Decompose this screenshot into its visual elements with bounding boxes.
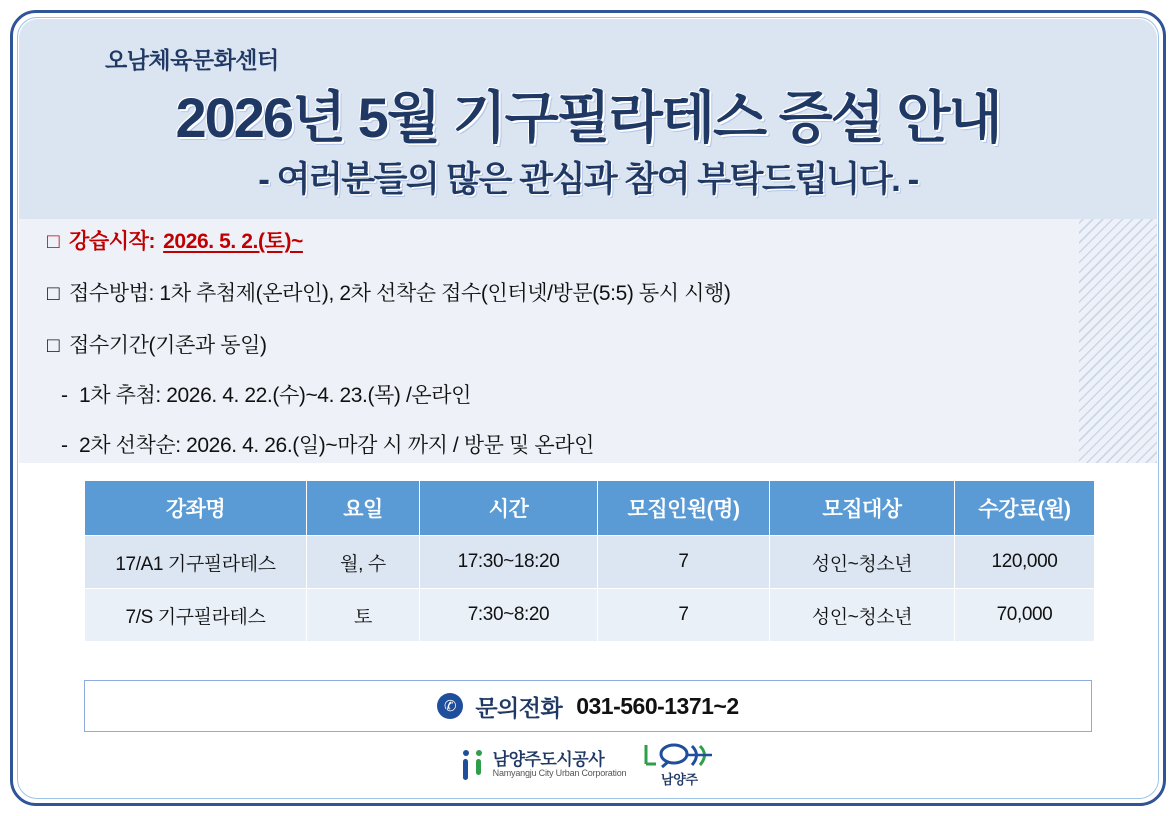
namyangju-city-logo bbox=[642, 742, 716, 788]
table-header-cell: 시간 bbox=[420, 481, 598, 536]
dash-icon: - bbox=[61, 384, 68, 407]
info-list bbox=[47, 225, 1087, 459]
page-subtitle: - 여러분들의 많은 관심과 참여 부탁드립니다. - bbox=[258, 160, 918, 199]
info-start-date-value: 2026. 5. 2.(토)~ bbox=[163, 230, 303, 253]
info-line-method bbox=[47, 277, 1087, 307]
table-header-cell: 강좌명 bbox=[85, 481, 307, 536]
city-logo-name: 남양주 bbox=[660, 772, 698, 787]
info-line-period bbox=[47, 329, 1087, 359]
table-header-cell: 수강료(원) bbox=[955, 481, 1095, 536]
table-cell: 7:30~8:20 bbox=[420, 589, 598, 642]
contact-label: 문의전화 bbox=[475, 694, 563, 721]
center-name: 오남체육문화센터 bbox=[105, 47, 279, 73]
info-period-text: 접수기간(기존과 동일) bbox=[69, 334, 267, 357]
table-cell: 7 bbox=[598, 536, 770, 589]
info-start-date-label: 강습시작: bbox=[69, 230, 156, 253]
checkbox-icon: □ bbox=[47, 230, 60, 253]
table-cell: 70,000 bbox=[955, 589, 1095, 642]
table-cell: 17:30~18:20 bbox=[420, 536, 598, 589]
phone-icon: ✆ bbox=[437, 693, 463, 719]
table-cell: 토 bbox=[307, 589, 420, 642]
table-header-row bbox=[85, 481, 1095, 536]
table-header-cell: 모집인원(명) bbox=[598, 481, 770, 536]
info-firstcome-text: 2차 선착순: 2026. 4. 26.(일)~마감 시 까지 / 방문 및 온라인 bbox=[79, 434, 594, 457]
table-cell: 성인~청소년 bbox=[770, 536, 955, 589]
table-cell: 월, 수 bbox=[307, 536, 420, 589]
corp-logo-name-ko: 남양주도시공사 bbox=[492, 750, 605, 770]
info-line-start-date bbox=[47, 225, 1087, 255]
page-title: 2026년 5월 기구필라테스 증설 안내 bbox=[175, 86, 1001, 149]
table-cell: 17/A1 기구필라테스 bbox=[85, 536, 307, 589]
table-cell: 성인~청소년 bbox=[770, 589, 955, 642]
info-line-lottery bbox=[47, 379, 1087, 409]
table-header-cell: 모집대상 bbox=[770, 481, 955, 536]
info-line-firstcome bbox=[47, 429, 1087, 459]
dash-icon: - bbox=[61, 434, 68, 457]
city-logo-icon bbox=[642, 742, 716, 768]
namyangju-corp-logo bbox=[460, 750, 627, 780]
contact-number[interactable]: 031-560-1371~2 bbox=[576, 692, 739, 719]
course-table bbox=[84, 480, 1095, 642]
contact-box bbox=[84, 680, 1092, 732]
table-cell: 7 bbox=[598, 589, 770, 642]
checkbox-icon: □ bbox=[47, 334, 60, 357]
table-cell: 120,000 bbox=[955, 536, 1095, 589]
table-row bbox=[85, 589, 1095, 642]
corp-logo-name-en: Namyangju City Urban Corporation bbox=[492, 768, 627, 779]
checkbox-icon: □ bbox=[47, 282, 60, 305]
table-header-cell: 요일 bbox=[307, 481, 420, 536]
footer-logos bbox=[0, 742, 1176, 788]
info-lottery-text: 1차 추첨: 2026. 4. 22.(수)~4. 23.(목) /온라인 bbox=[79, 384, 472, 407]
corp-logo-icon bbox=[460, 750, 486, 780]
table-cell: 7/S 기구필라테스 bbox=[85, 589, 307, 642]
info-method-text: 접수방법: 1차 추첨제(온라인), 2차 선착순 접수(인터넷/방문(5:5) 동시 시행) bbox=[69, 282, 731, 305]
table-row bbox=[85, 536, 1095, 589]
